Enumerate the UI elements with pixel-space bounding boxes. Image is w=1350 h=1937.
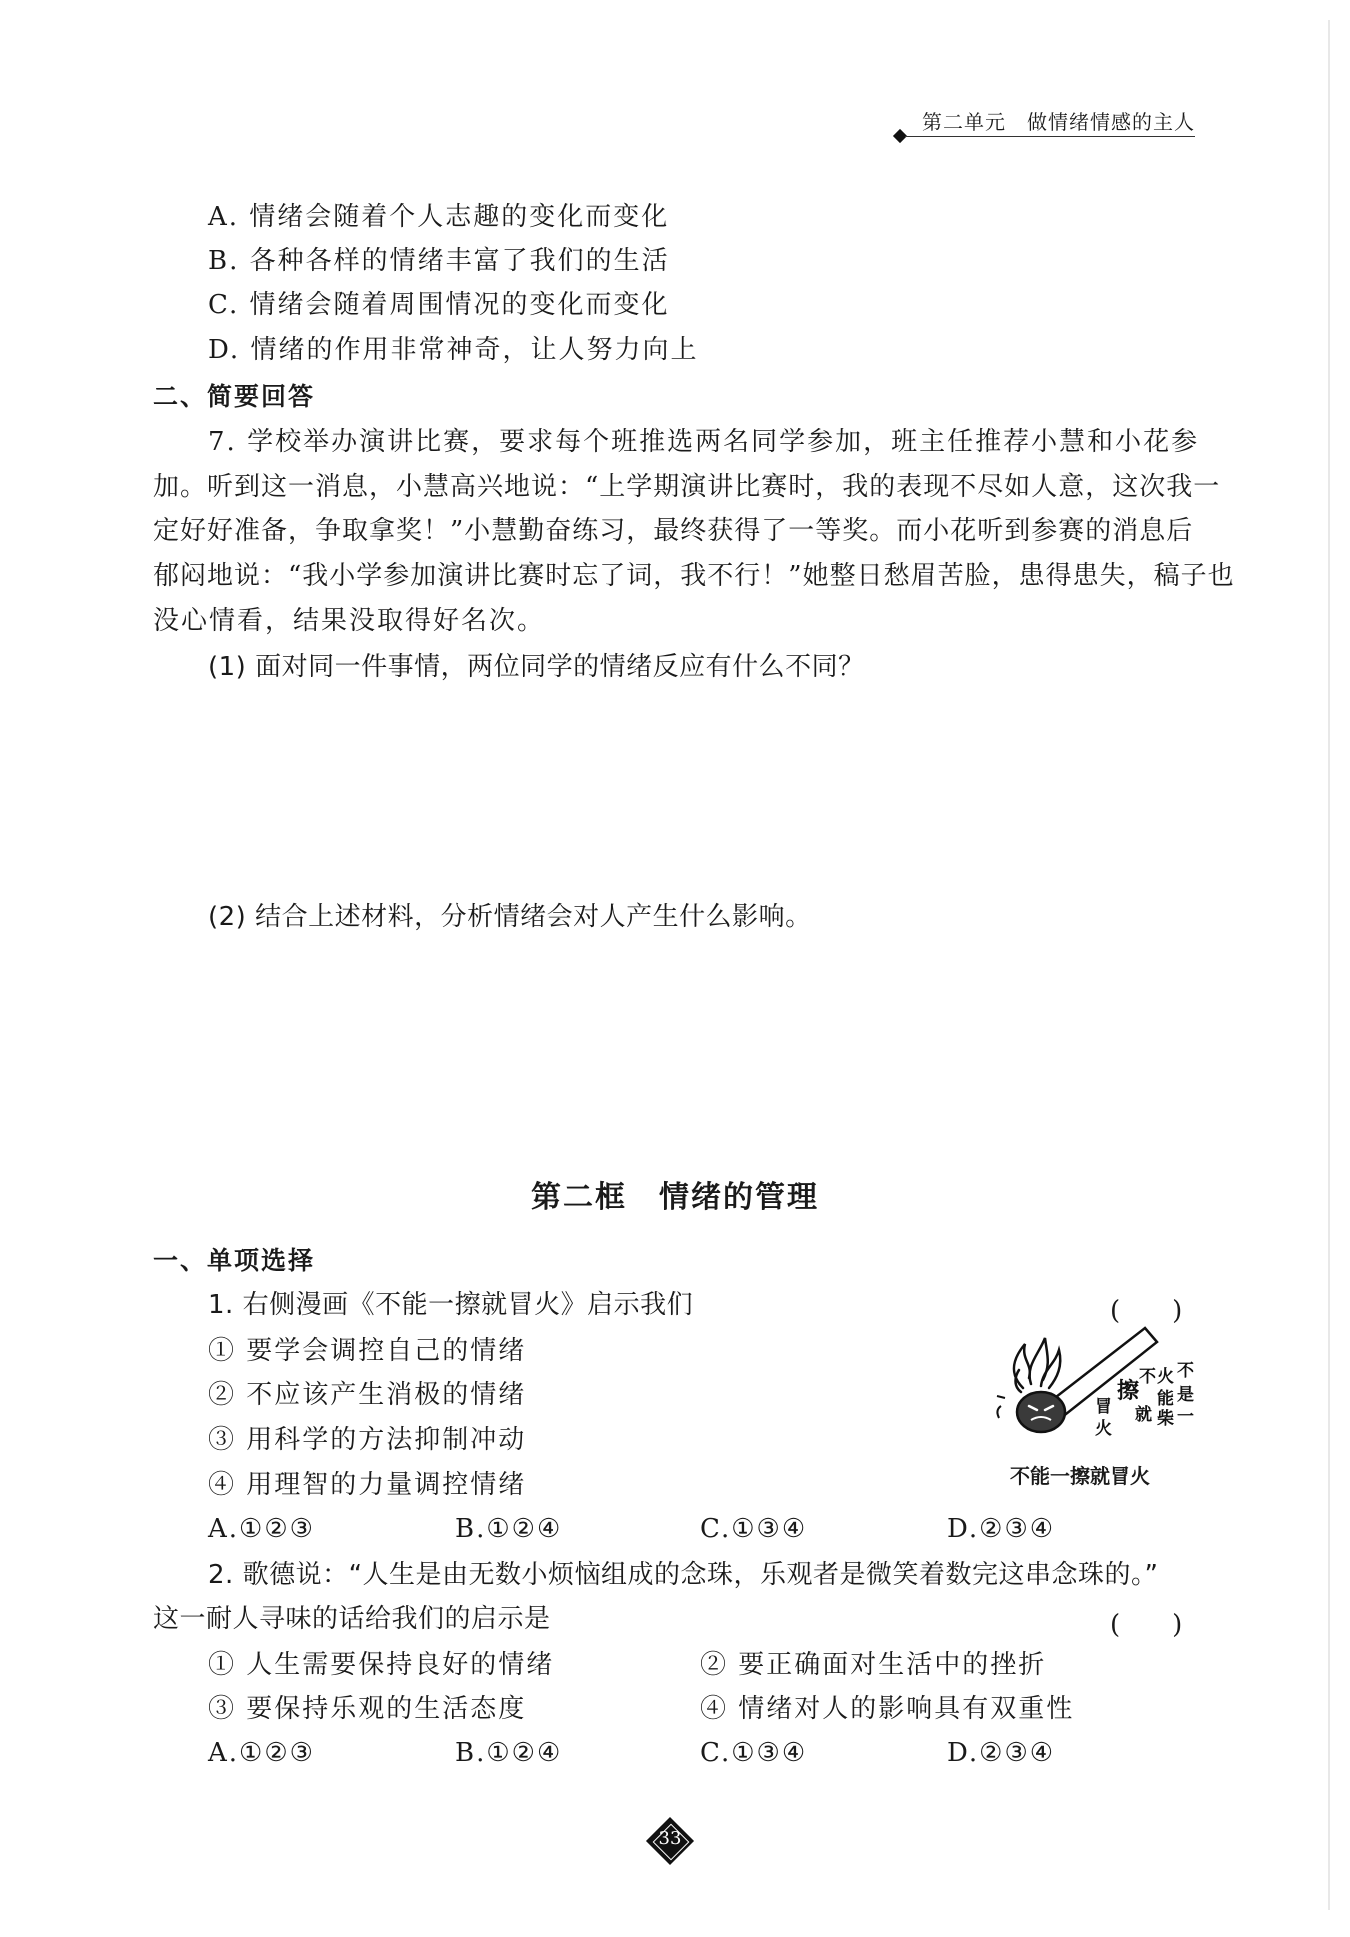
cartoon-char: 火 (1095, 1419, 1112, 1439)
q2-choice-a: A.①②③ (208, 1738, 315, 1768)
q2-choice-d: D.②③④ (947, 1738, 1056, 1768)
q7-line: 没心情看，结果没取得好名次。 (153, 606, 546, 636)
page-number-badge (647, 1818, 693, 1864)
q7-line: 7. 学校举办演讲比赛，要求每个班推选两名同学参加，班主任推荐小慧和小花参 (208, 427, 1200, 457)
q1-choice-a: A.①②③ (208, 1514, 315, 1544)
q2-choice-b: B.①②④ (455, 1738, 563, 1768)
q2-item-2: ② 要正确面对生活中的挫折 (700, 1650, 1047, 1680)
header-rule (905, 136, 1195, 137)
section-heading-short-answer: 二、简要回答 (153, 382, 316, 411)
section-heading-single-choice: 一、单项选择 (153, 1246, 316, 1275)
q1-item-2: ② 不应该产生消极的情绪 (208, 1380, 527, 1410)
cartoon-char: 一 (1177, 1407, 1194, 1427)
q2-answer-bracket: ( ) (1110, 1610, 1183, 1640)
q1-choice-d: D.②③④ (947, 1514, 1056, 1544)
running-header (895, 104, 1195, 140)
q7-line: 郁闷地说：“我小学参加演讲比赛时忘了词，我不行！”她整日愁眉苦脸，患得患失，稿子也 (153, 561, 1235, 591)
q1-choice-b: B.①②④ (455, 1514, 563, 1544)
cartoon-char: 不 (1139, 1367, 1156, 1387)
cartoon-char: 冒 (1095, 1397, 1112, 1417)
cartoon-char: 能 (1157, 1389, 1174, 1409)
q1-choice-c: C.①③④ (700, 1514, 808, 1544)
cartoon-caption: 不能一擦就冒火 (1010, 1464, 1150, 1488)
flame-icon (1014, 1338, 1060, 1392)
page-number: 33 (658, 1828, 682, 1849)
cartoon-char: 火 (1157, 1367, 1174, 1387)
q2-item-3: ③ 要保持乐观的生活态度 (208, 1694, 527, 1724)
match-cartoon-illustration (985, 1320, 1195, 1450)
q7-line: 加。听到这一消息，小慧高兴地说：“上学期演讲比赛时，我的表现不尽如人意，这次我一 (153, 472, 1221, 502)
q7-subquestion-1: (1) 面对同一件事情，两位同学的情绪反应有什么不同？ (208, 652, 865, 682)
q6-option-a: A. 情绪会随着个人志趣的变化而变化 (208, 202, 670, 232)
q2-stem-line-2: 这一耐人寻味的话给我们的启示是 (153, 1604, 551, 1634)
q1-item-3: ③ 用科学的方法抑制冲动 (208, 1425, 527, 1455)
cartoon-char: 不 (1177, 1361, 1194, 1381)
q6-option-b: B. 各种各样的情绪丰富了我们的生活 (208, 246, 670, 276)
q6-option-c: C. 情绪会随着周围情况的变化而变化 (208, 290, 670, 320)
frame-title: 第二框 情绪的管理 (531, 1180, 819, 1215)
q7-line: 定好好准备，争取拿奖！”小慧勤奋练习，最终获得了一等奖。而小花听到参赛的消息后 (153, 516, 1194, 546)
cartoon-char: 柴 (1157, 1409, 1174, 1429)
q1-item-4: ④ 用理智的力量调控情绪 (208, 1470, 527, 1500)
cartoon-char: 就 (1135, 1405, 1152, 1425)
q1-item-1: ① 要学会调控自己的情绪 (208, 1336, 527, 1366)
q2-item-1: ① 人生需要保持良好的情绪 (208, 1650, 555, 1680)
q1-answer-bracket: ( ) (1110, 1296, 1183, 1326)
q2-stem-line-1: 2. 歌德说：“人生是由无数小烦恼组成的念珠，乐观者是微笑着数完这串念珠的。” (208, 1560, 1159, 1590)
q1-stem: 1. 右侧漫画《不能一擦就冒火》启示我们 (208, 1290, 694, 1320)
header-title: 第二单元 做情绪情感的主人 (922, 110, 1195, 134)
cartoon-char: 是 (1177, 1385, 1194, 1405)
page-edge-shadow (1328, 20, 1330, 1910)
q7-subquestion-2: (2) 结合上述材料，分析情绪会对人产生什么影响。 (208, 902, 812, 932)
q2-item-4: ④ 情绪对人的影响具有双重性 (700, 1694, 1075, 1724)
q2-choice-c: C.①③④ (700, 1738, 808, 1768)
cartoon-char: 擦 (1117, 1379, 1140, 1404)
q6-option-d: D. 情绪的作用非常神奇，让人努力向上 (208, 335, 699, 365)
